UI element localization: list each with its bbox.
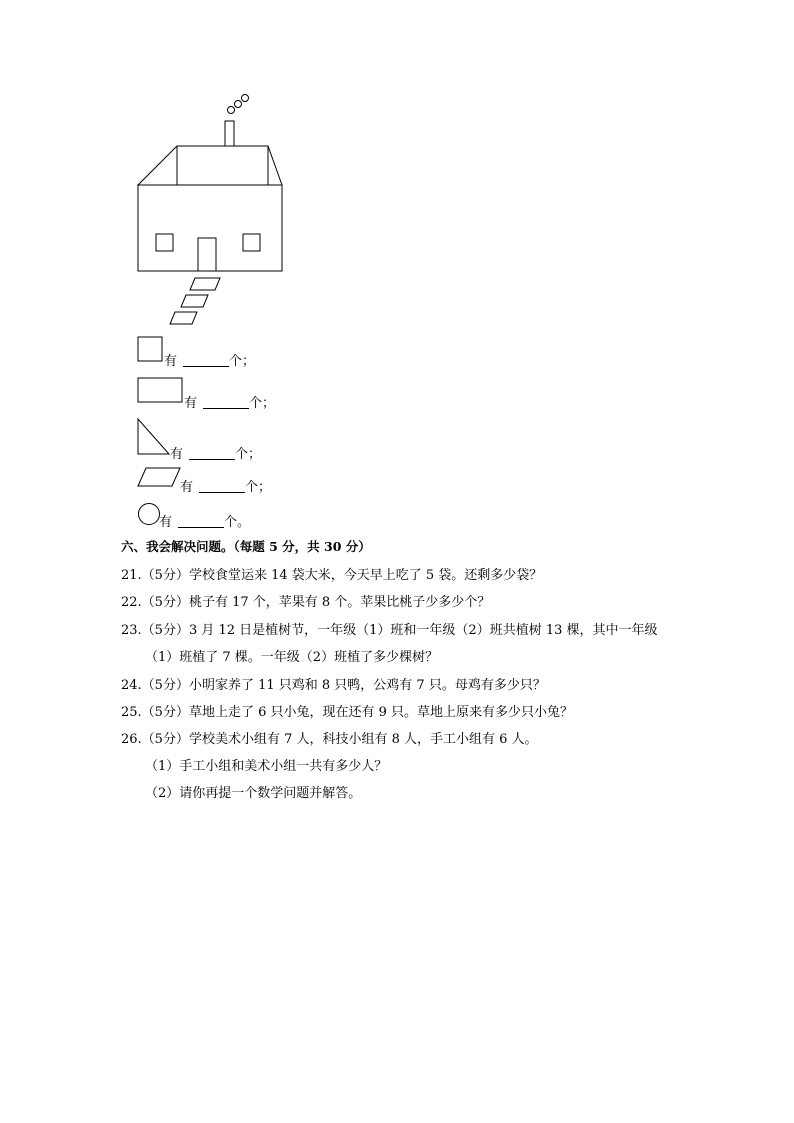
question-23: 23.（5分）3 月 12 日是植树节，一年级（1）班和一年级（2）班共植树 13 棵，其中一年级 xyxy=(121,623,658,638)
answer-blank[interactable] xyxy=(203,396,249,409)
shape-suffix: 个。 xyxy=(224,515,251,530)
answer-blank[interactable] xyxy=(199,480,245,493)
window-right xyxy=(243,234,260,251)
door xyxy=(198,238,216,271)
step-stone xyxy=(181,295,208,307)
smoke-circle xyxy=(235,101,242,108)
shape-row-square xyxy=(164,350,255,369)
parallelogram-icon xyxy=(137,467,181,487)
question-24: 24.（5分）小明家养了 11 只鸡和 8 只鸭，公鸡有 7 只。母鸡有多少只？ xyxy=(121,678,546,693)
smoke-circle xyxy=(228,107,235,114)
triangle-icon xyxy=(137,418,171,456)
shape-row-rectangle xyxy=(184,392,275,411)
shape-row-circle xyxy=(159,511,250,530)
smoke-circle xyxy=(242,95,249,102)
shape-label: 有 xyxy=(184,396,198,411)
shape-suffix: 个； xyxy=(235,447,262,462)
shape-label: 有 xyxy=(170,447,184,462)
question-22: 22.（5分）桃子有 17 个，苹果有 8 个。苹果比桃子少多少个？ xyxy=(121,595,491,610)
answer-blank[interactable] xyxy=(183,354,229,367)
window-left xyxy=(156,234,173,251)
circle-icon xyxy=(137,502,161,526)
answer-blank[interactable] xyxy=(189,447,235,460)
question-21: 21.（5分）学校食堂运来 14 袋大米，今天早上吃了 5 袋。还剩多少袋？ xyxy=(121,568,543,583)
question-25: 25.（5分）草地上走了 6 只小兔，现在还有 9 只。草地上原来有多少只小兔？ xyxy=(121,705,574,720)
shape-row-triangle xyxy=(170,443,261,462)
question-26-part-1: （1）手工小组和美术小组一共有多少人？ xyxy=(145,759,388,774)
step-stone xyxy=(190,278,220,290)
shape-label: 有 xyxy=(164,354,178,369)
roof xyxy=(138,146,282,185)
answer-blank[interactable] xyxy=(178,515,224,528)
section-title: 六、我会解决问题。（每题 5 分，共 30 分） xyxy=(121,539,371,554)
house-body xyxy=(138,185,282,271)
shape-label: 有 xyxy=(159,515,173,530)
shape-suffix: 个； xyxy=(229,354,256,369)
question-26-part-2: （2）请你再提一个数学问题并解答。 xyxy=(145,786,362,801)
rectangle-icon xyxy=(137,377,183,403)
square-icon xyxy=(137,336,163,362)
shape-suffix: 个； xyxy=(245,480,272,495)
chimney xyxy=(225,121,234,146)
shape-row-parallelogram xyxy=(180,476,271,495)
shape-suffix: 个； xyxy=(249,396,276,411)
question-26: 26.（5分）学校美术小组有 7 人，科技小组有 8 人，手工小组有 6 人。 xyxy=(121,732,538,747)
question-23-continued: （1）班植了 7 棵。一年级（2）班植了多少棵树？ xyxy=(145,650,439,665)
house-figure xyxy=(130,90,300,330)
shape-label: 有 xyxy=(180,480,194,495)
step-stone xyxy=(170,312,197,324)
